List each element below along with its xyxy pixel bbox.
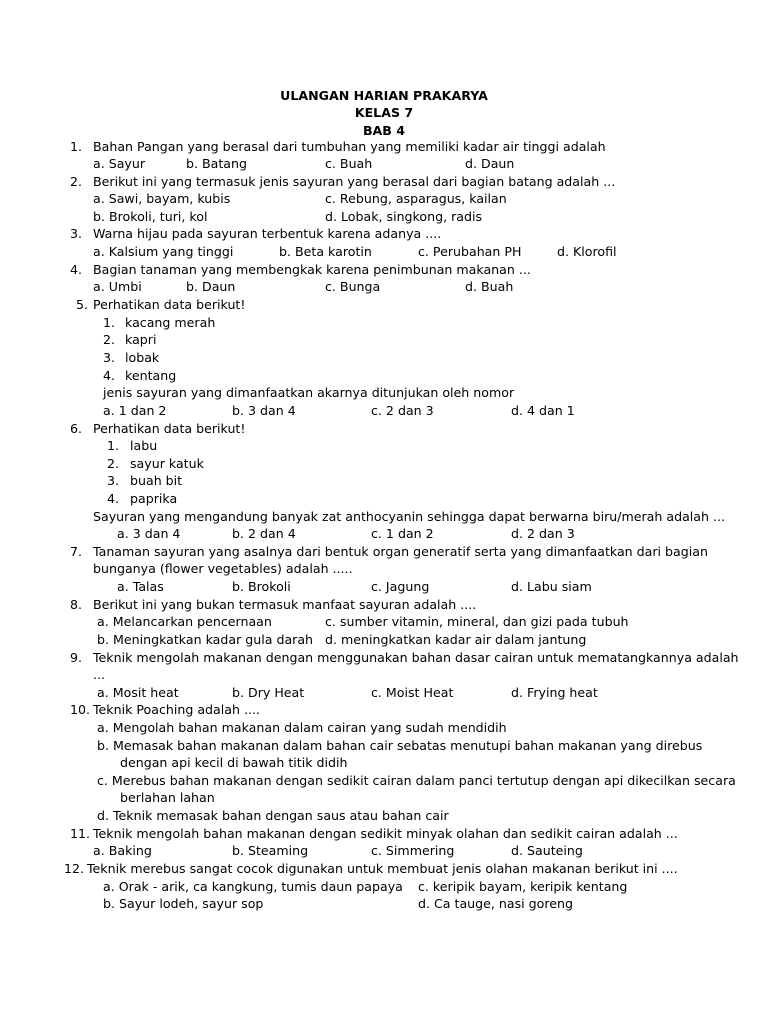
option: b. 3 dan 4 [232,403,296,418]
question-stem: jenis sayuran yang dimanfaatkan akarnya ditunjukan oleh nomor [103,385,515,400]
list-number: 3. [107,473,120,488]
list-item: sayur katuk [130,456,204,471]
list-item: kacang merah [125,315,216,330]
option: b. Brokoli [232,579,291,594]
list-item: lobak [125,350,160,365]
question-number: 3. [70,226,83,241]
question-text: Teknik Poaching adalah .... [93,702,260,717]
page-title: ULANGAN HARIAN PRAKARYA [280,88,488,103]
option: a. Talas [117,579,164,594]
list-number: 2. [107,456,120,471]
question-text: Bahan Pangan yang berasal dari tumbuhan yang memiliki kadar air tinggi adalah [93,139,606,154]
option: d. Lobak, singkong, radis [325,209,483,224]
option: c. Perubahan PH [418,244,522,259]
list-item: kapri [125,332,157,347]
question-text: Bagian tanaman yang membengkak karena penimbunan makanan ... [93,262,531,277]
option: c. Simmering [371,843,455,858]
question-number: 2. [70,174,83,189]
option: a. Mosit heat [97,685,179,700]
option: a. Kalsium yang tinggi [93,244,234,259]
question-text: Teknik mengolah makanan dengan menggunakan bahan dasar cairan untuk mematangkannya adalah [93,650,739,665]
question-stem: Sayuran yang mengandung banyak zat anthocyanin sehingga dapat berwarna biru/merah adalah ... [93,509,726,524]
list-number: 1. [103,315,116,330]
question-number: 12. [64,861,85,876]
list-number: 4. [107,491,120,506]
option: d. Buah [465,279,514,294]
list-number: 4. [103,368,116,383]
option: b. Meningkatkan kadar gula darah [97,632,314,647]
question-text: Perhatikan data berikut! [93,421,246,436]
option: a. Baking [93,843,152,858]
question-text: Warna hijau pada sayuran terbentuk karena adanya .... [93,226,442,241]
chapter-label: BAB 4 [362,123,406,138]
question-number: 4. [70,262,83,277]
option: b. Brokoli, turi, kol [93,209,208,224]
question-number: 10. [70,702,91,717]
option: c. Jagung [371,579,430,594]
option: c. Moist Heat [371,685,454,700]
question-number: 5. [76,297,89,312]
option: d. Sauteing [511,843,583,858]
list-item: buah bit [130,473,183,488]
option: a. Mengolah bahan makanan dalam cairan yang sudah mendidih [97,720,507,735]
question-text: Teknik merebus sangat cocok digunakan untuk membuat jenis olahan makanan berikut ini .... [87,861,678,876]
option: b. Sayur lodeh, sayur sop [103,896,264,911]
option: c. Rebung, asparagus, kailan [325,191,507,206]
question-text-continued: ... [93,667,106,682]
option: c. sumber vitamin, mineral, dan gizi pada tubuh [325,614,629,629]
option: a. Melancarkan pencernaan [97,614,272,629]
list-item: paprika [130,491,178,506]
option: c. 2 dan 3 [371,403,434,418]
question-text-continued: bunganya (flower vegetables) adalah ..... [93,561,353,576]
question-text: Perhatikan data berikut! [93,297,246,312]
option: d. Frying heat [511,685,598,700]
question-number: 7. [70,544,83,559]
option: c. Bunga [325,279,381,294]
class-label: KELAS 7 [354,105,414,120]
option: d. Daun [465,156,515,171]
option: b. Dry Heat [232,685,305,700]
option: a. 1 dan 2 [103,403,167,418]
question-text: Berikut ini yang bukan termasuk manfaat sayuran adalah .... [93,597,477,612]
option: b. Daun [186,279,236,294]
option: d. 4 dan 1 [511,403,575,418]
option: d. meningkatkan kadar air dalam jantung [325,632,587,647]
option: d. Klorofil [557,244,617,259]
list-number: 2. [103,332,116,347]
option: d. Teknik memasak bahan dengan saus atau bahan cair [97,808,449,823]
option: a. Sayur [93,156,146,171]
list-number: 1. [107,438,120,453]
list-item: kentang [125,368,177,383]
list-number: 3. [103,350,116,365]
option: b. Batang [186,156,247,171]
option: b. 2 dan 4 [232,526,296,541]
option: d. Labu siam [511,579,592,594]
question-text: Berikut ini yang termasuk jenis sayuran yang berasal dari bagian batang adalah ... [93,174,616,189]
option: b. Memasak bahan makanan dalam bahan cair sebatas menutupi bahan makanan yang direbus [97,738,703,753]
list-item: labu [130,438,158,453]
option: a. Umbi [93,279,142,294]
question-text: Tanaman sayuran yang asalnya dari bentuk organ generatif serta yang dimanfaatkan dari bagian [93,544,708,559]
option: c. keripik bayam, keripik kentang [418,879,628,894]
question-number: 1. [70,139,83,154]
option: a. Orak - arik, ca kangkung, tumis daun papaya [103,879,403,894]
option: c. Buah [325,156,373,171]
question-number: 8. [70,597,83,612]
option: d. Ca tauge, nasi goreng [418,896,573,911]
option-continued: berlahan lahan [120,790,215,805]
option: d. 2 dan 3 [511,526,575,541]
question-number: 11. [70,826,91,841]
question-number: 6. [70,421,83,436]
option: c. Merebus bahan makanan dengan sedikit cairan dalam panci tertutup dengan api dikecilkan secara [97,773,736,788]
option: b. Steaming [232,843,309,858]
question-number: 9. [70,650,83,665]
option: b. Beta karotin [279,244,372,259]
option: a. Sawi, bayam, kubis [93,191,231,206]
option: a. 3 dan 4 [117,526,181,541]
question-text: Teknik mengolah bahan makanan dengan sedikit minyak olahan dan sedikit cairan adalah ... [93,826,678,841]
option: c. 1 dan 2 [371,526,434,541]
option-continued: dengan api kecil di bawah titik didih [120,755,348,770]
